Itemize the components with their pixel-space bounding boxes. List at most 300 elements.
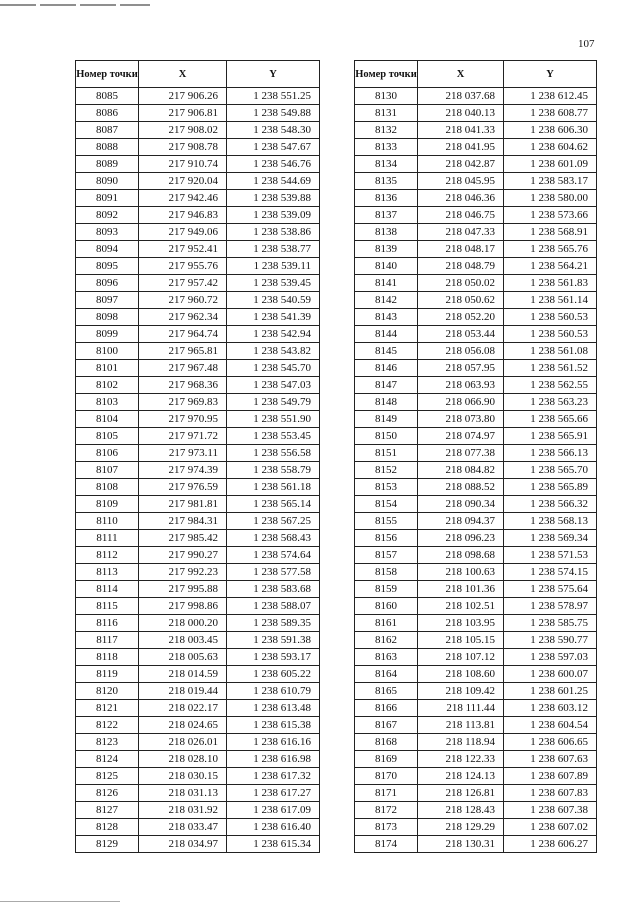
x-coordinate-cell: 217 957.42 — [139, 275, 227, 292]
point-number-cell: 8087 — [76, 122, 139, 139]
table-row — [76, 785, 320, 802]
x-coordinate-cell: 218 024.65 — [139, 717, 227, 734]
point-number-cell: 8142 — [355, 292, 418, 309]
x-coordinate-cell: 218 047.33 — [418, 224, 504, 241]
y-coordinate-cell: 1 238 574.64 — [227, 547, 320, 564]
point-number-cell: 8171 — [355, 785, 418, 802]
table-row — [76, 666, 320, 683]
table-row — [76, 462, 320, 479]
table-row — [355, 649, 597, 666]
point-number-cell: 8138 — [355, 224, 418, 241]
table-row — [355, 819, 597, 836]
point-number-cell: 8086 — [76, 105, 139, 122]
y-coordinate-cell: 1 238 617.27 — [227, 785, 320, 802]
table-body-right — [355, 88, 597, 853]
y-coordinate-cell: 1 238 561.14 — [504, 292, 597, 309]
x-coordinate-cell: 218 019.44 — [139, 683, 227, 700]
x-coordinate-cell: 218 056.08 — [418, 343, 504, 360]
table-row — [355, 700, 597, 717]
y-coordinate-cell: 1 238 543.82 — [227, 343, 320, 360]
x-coordinate-cell: 218 005.63 — [139, 649, 227, 666]
table-row — [355, 394, 597, 411]
y-coordinate-cell: 1 238 560.53 — [504, 309, 597, 326]
y-coordinate-cell: 1 238 597.03 — [504, 649, 597, 666]
x-coordinate-cell: 218 041.95 — [418, 139, 504, 156]
x-coordinate-cell: 217 984.31 — [139, 513, 227, 530]
y-coordinate-cell: 1 238 617.32 — [227, 768, 320, 785]
header-point-number: Номер точки — [76, 61, 139, 88]
y-coordinate-cell: 1 238 564.21 — [504, 258, 597, 275]
y-coordinate-cell: 1 238 566.13 — [504, 445, 597, 462]
table-row — [76, 275, 320, 292]
point-number-cell: 8158 — [355, 564, 418, 581]
table-row — [76, 547, 320, 564]
y-coordinate-cell: 1 238 589.35 — [227, 615, 320, 632]
table-row — [76, 768, 320, 785]
point-number-cell: 8139 — [355, 241, 418, 258]
point-number-cell: 8155 — [355, 513, 418, 530]
point-number-cell: 8174 — [355, 836, 418, 853]
x-coordinate-cell: 217 970.95 — [139, 411, 227, 428]
x-coordinate-cell: 218 050.02 — [418, 275, 504, 292]
point-number-cell: 8106 — [76, 445, 139, 462]
point-number-cell: 8144 — [355, 326, 418, 343]
point-number-cell: 8099 — [76, 326, 139, 343]
y-coordinate-cell: 1 238 568.91 — [504, 224, 597, 241]
y-coordinate-cell: 1 238 593.17 — [227, 649, 320, 666]
table-row — [355, 275, 597, 292]
x-coordinate-cell: 217 969.83 — [139, 394, 227, 411]
y-coordinate-cell: 1 238 607.02 — [504, 819, 597, 836]
scan-bottom-rule — [0, 901, 120, 902]
point-number-cell: 8143 — [355, 309, 418, 326]
point-number-cell: 8164 — [355, 666, 418, 683]
point-number-cell: 8153 — [355, 479, 418, 496]
x-coordinate-cell: 218 096.23 — [418, 530, 504, 547]
y-coordinate-cell: 1 238 616.98 — [227, 751, 320, 768]
point-number-cell: 8113 — [76, 564, 139, 581]
y-coordinate-cell: 1 238 616.40 — [227, 819, 320, 836]
table-row — [76, 241, 320, 258]
point-number-cell: 8145 — [355, 343, 418, 360]
point-number-cell: 8160 — [355, 598, 418, 615]
x-coordinate-cell: 218 046.75 — [418, 207, 504, 224]
table-row — [355, 785, 597, 802]
x-coordinate-cell: 218 098.68 — [418, 547, 504, 564]
table-row — [76, 530, 320, 547]
table-row — [76, 428, 320, 445]
point-number-cell: 8146 — [355, 360, 418, 377]
table-row — [355, 377, 597, 394]
table-row — [355, 411, 597, 428]
table-row — [76, 734, 320, 751]
y-coordinate-cell: 1 238 565.70 — [504, 462, 597, 479]
table-row — [76, 683, 320, 700]
y-coordinate-cell: 1 238 575.64 — [504, 581, 597, 598]
point-number-cell: 8137 — [355, 207, 418, 224]
table-row — [355, 241, 597, 258]
table-row — [355, 615, 597, 632]
table-row — [355, 258, 597, 275]
y-coordinate-cell: 1 238 603.12 — [504, 700, 597, 717]
point-number-cell: 8128 — [76, 819, 139, 836]
x-coordinate-cell: 218 100.63 — [418, 564, 504, 581]
point-number-cell: 8127 — [76, 802, 139, 819]
table-row — [355, 326, 597, 343]
x-coordinate-cell: 217 992.23 — [139, 564, 227, 581]
table-row — [76, 292, 320, 309]
x-coordinate-cell: 218 109.42 — [418, 683, 504, 700]
y-coordinate-cell: 1 238 616.16 — [227, 734, 320, 751]
y-coordinate-cell: 1 238 607.63 — [504, 751, 597, 768]
x-coordinate-cell: 218 052.20 — [418, 309, 504, 326]
y-coordinate-cell: 1 238 566.32 — [504, 496, 597, 513]
x-coordinate-cell: 218 042.87 — [418, 156, 504, 173]
table-body-left — [76, 88, 320, 853]
point-number-cell: 8169 — [355, 751, 418, 768]
point-number-cell: 8120 — [76, 683, 139, 700]
x-coordinate-cell: 217 952.41 — [139, 241, 227, 258]
point-number-cell: 8159 — [355, 581, 418, 598]
y-coordinate-cell: 1 238 561.18 — [227, 479, 320, 496]
table-row — [355, 547, 597, 564]
y-coordinate-cell: 1 238 605.22 — [227, 666, 320, 683]
point-number-cell: 8122 — [76, 717, 139, 734]
y-coordinate-cell: 1 238 539.45 — [227, 275, 320, 292]
table-row — [76, 258, 320, 275]
x-coordinate-cell: 217 981.81 — [139, 496, 227, 513]
x-coordinate-cell: 217 967.48 — [139, 360, 227, 377]
table-row — [355, 207, 597, 224]
y-coordinate-cell: 1 238 612.45 — [504, 88, 597, 105]
table-row — [355, 564, 597, 581]
coordinates-table-left — [75, 60, 320, 853]
y-coordinate-cell: 1 238 546.76 — [227, 156, 320, 173]
y-coordinate-cell: 1 238 561.52 — [504, 360, 597, 377]
point-number-cell: 8097 — [76, 292, 139, 309]
table-row — [355, 479, 597, 496]
table-row — [355, 768, 597, 785]
point-number-cell: 8156 — [355, 530, 418, 547]
table-row — [76, 105, 320, 122]
y-coordinate-cell: 1 238 561.83 — [504, 275, 597, 292]
table-row — [355, 428, 597, 445]
x-coordinate-cell: 217 990.27 — [139, 547, 227, 564]
table-row — [355, 343, 597, 360]
y-coordinate-cell: 1 238 544.69 — [227, 173, 320, 190]
y-coordinate-cell: 1 238 562.55 — [504, 377, 597, 394]
y-coordinate-cell: 1 238 565.14 — [227, 496, 320, 513]
table-row — [76, 156, 320, 173]
x-coordinate-cell: 218 063.93 — [418, 377, 504, 394]
y-coordinate-cell: 1 238 585.75 — [504, 615, 597, 632]
point-number-cell: 8091 — [76, 190, 139, 207]
point-number-cell: 8096 — [76, 275, 139, 292]
header-y: Y — [504, 61, 597, 88]
y-coordinate-cell: 1 238 568.43 — [227, 530, 320, 547]
point-number-cell: 8112 — [76, 547, 139, 564]
point-number-cell: 8085 — [76, 88, 139, 105]
x-coordinate-cell: 218 113.81 — [418, 717, 504, 734]
x-coordinate-cell: 218 090.34 — [418, 496, 504, 513]
table-row — [355, 598, 597, 615]
table-row — [76, 751, 320, 768]
x-coordinate-cell: 217 908.78 — [139, 139, 227, 156]
point-number-cell: 8090 — [76, 173, 139, 190]
table-row — [355, 666, 597, 683]
point-number-cell: 8119 — [76, 666, 139, 683]
y-coordinate-cell: 1 238 580.00 — [504, 190, 597, 207]
table-row — [355, 717, 597, 734]
x-coordinate-cell: 218 101.36 — [418, 581, 504, 598]
y-coordinate-cell: 1 238 569.34 — [504, 530, 597, 547]
point-number-cell: 8150 — [355, 428, 418, 445]
table-row — [76, 836, 320, 853]
table-row — [76, 173, 320, 190]
y-coordinate-cell: 1 238 567.25 — [227, 513, 320, 530]
y-coordinate-cell: 1 238 565.76 — [504, 241, 597, 258]
x-coordinate-cell: 218 066.90 — [418, 394, 504, 411]
x-coordinate-cell: 218 105.15 — [418, 632, 504, 649]
point-number-cell: 8088 — [76, 139, 139, 156]
table-row — [76, 615, 320, 632]
table-row — [355, 122, 597, 139]
y-coordinate-cell: 1 238 601.25 — [504, 683, 597, 700]
x-coordinate-cell: 217 962.34 — [139, 309, 227, 326]
table-row — [355, 224, 597, 241]
x-coordinate-cell: 217 998.86 — [139, 598, 227, 615]
point-number-cell: 8157 — [355, 547, 418, 564]
table-row — [355, 190, 597, 207]
y-coordinate-cell: 1 238 610.79 — [227, 683, 320, 700]
x-coordinate-cell: 218 122.33 — [418, 751, 504, 768]
point-number-cell: 8121 — [76, 700, 139, 717]
x-coordinate-cell: 217 949.06 — [139, 224, 227, 241]
point-number-cell: 8118 — [76, 649, 139, 666]
point-number-cell: 8131 — [355, 105, 418, 122]
x-coordinate-cell: 218 028.10 — [139, 751, 227, 768]
table-row — [76, 819, 320, 836]
point-number-cell: 8104 — [76, 411, 139, 428]
y-coordinate-cell: 1 238 607.38 — [504, 802, 597, 819]
point-number-cell: 8124 — [76, 751, 139, 768]
point-number-cell: 8172 — [355, 802, 418, 819]
x-coordinate-cell: 218 000.20 — [139, 615, 227, 632]
point-number-cell: 8109 — [76, 496, 139, 513]
x-coordinate-cell: 218 031.13 — [139, 785, 227, 802]
table-row — [76, 598, 320, 615]
y-coordinate-cell: 1 238 548.30 — [227, 122, 320, 139]
y-coordinate-cell: 1 238 538.86 — [227, 224, 320, 241]
table-row — [76, 445, 320, 462]
y-coordinate-cell: 1 238 553.45 — [227, 428, 320, 445]
scan-top-rule — [0, 4, 150, 6]
x-coordinate-cell: 217 973.11 — [139, 445, 227, 462]
header-y: Y — [227, 61, 320, 88]
y-coordinate-cell: 1 238 541.39 — [227, 309, 320, 326]
table-row — [76, 377, 320, 394]
y-coordinate-cell: 1 238 565.89 — [504, 479, 597, 496]
x-coordinate-cell: 218 033.47 — [139, 819, 227, 836]
table-row — [355, 173, 597, 190]
table-row — [76, 394, 320, 411]
x-coordinate-cell: 218 045.95 — [418, 173, 504, 190]
point-number-cell: 8111 — [76, 530, 139, 547]
x-coordinate-cell: 218 003.45 — [139, 632, 227, 649]
y-coordinate-cell: 1 238 571.53 — [504, 547, 597, 564]
point-number-cell: 8170 — [355, 768, 418, 785]
x-coordinate-cell: 218 103.95 — [418, 615, 504, 632]
point-number-cell: 8162 — [355, 632, 418, 649]
y-coordinate-cell: 1 238 538.77 — [227, 241, 320, 258]
x-coordinate-cell: 218 050.62 — [418, 292, 504, 309]
x-coordinate-cell: 218 126.81 — [418, 785, 504, 802]
table-row — [76, 717, 320, 734]
y-coordinate-cell: 1 238 604.62 — [504, 139, 597, 156]
point-number-cell: 8166 — [355, 700, 418, 717]
header-x: X — [418, 61, 504, 88]
x-coordinate-cell: 217 965.81 — [139, 343, 227, 360]
y-coordinate-cell: 1 238 558.79 — [227, 462, 320, 479]
y-coordinate-cell: 1 238 583.17 — [504, 173, 597, 190]
page-number: 107 — [578, 38, 595, 50]
table-row — [76, 802, 320, 819]
y-coordinate-cell: 1 238 615.34 — [227, 836, 320, 853]
y-coordinate-cell: 1 238 574.15 — [504, 564, 597, 581]
point-number-cell: 8095 — [76, 258, 139, 275]
x-coordinate-cell: 218 107.12 — [418, 649, 504, 666]
y-coordinate-cell: 1 238 573.66 — [504, 207, 597, 224]
x-coordinate-cell: 218 048.79 — [418, 258, 504, 275]
y-coordinate-cell: 1 238 606.27 — [504, 836, 597, 853]
x-coordinate-cell: 218 088.52 — [418, 479, 504, 496]
x-coordinate-cell: 217 976.59 — [139, 479, 227, 496]
y-coordinate-cell: 1 238 607.89 — [504, 768, 597, 785]
y-coordinate-cell: 1 238 547.67 — [227, 139, 320, 156]
point-number-cell: 8125 — [76, 768, 139, 785]
y-coordinate-cell: 1 238 601.09 — [504, 156, 597, 173]
x-coordinate-cell: 218 057.95 — [418, 360, 504, 377]
table-row — [76, 309, 320, 326]
table-row — [76, 479, 320, 496]
x-coordinate-cell: 217 995.88 — [139, 581, 227, 598]
point-number-cell: 8151 — [355, 445, 418, 462]
table-row — [355, 496, 597, 513]
table-row — [355, 445, 597, 462]
table-row — [76, 326, 320, 343]
table-row — [355, 105, 597, 122]
x-coordinate-cell: 217 960.72 — [139, 292, 227, 309]
point-number-cell: 8102 — [76, 377, 139, 394]
point-number-cell: 8154 — [355, 496, 418, 513]
point-number-cell: 8092 — [76, 207, 139, 224]
point-number-cell: 8134 — [355, 156, 418, 173]
y-coordinate-cell: 1 238 542.94 — [227, 326, 320, 343]
point-number-cell: 8110 — [76, 513, 139, 530]
point-number-cell: 8135 — [355, 173, 418, 190]
point-number-cell: 8114 — [76, 581, 139, 598]
x-coordinate-cell: 217 985.42 — [139, 530, 227, 547]
table-row — [355, 360, 597, 377]
x-coordinate-cell: 218 077.38 — [418, 445, 504, 462]
x-coordinate-cell: 218 040.13 — [418, 105, 504, 122]
x-coordinate-cell: 217 955.76 — [139, 258, 227, 275]
x-coordinate-cell: 218 108.60 — [418, 666, 504, 683]
x-coordinate-cell: 217 964.74 — [139, 326, 227, 343]
point-number-cell: 8173 — [355, 819, 418, 836]
x-coordinate-cell: 217 974.39 — [139, 462, 227, 479]
x-coordinate-cell: 218 031.92 — [139, 802, 227, 819]
point-number-cell: 8107 — [76, 462, 139, 479]
x-coordinate-cell: 217 910.74 — [139, 156, 227, 173]
table-row — [355, 802, 597, 819]
x-coordinate-cell: 218 026.01 — [139, 734, 227, 751]
x-coordinate-cell: 218 102.51 — [418, 598, 504, 615]
table-row — [76, 632, 320, 649]
point-number-cell: 8123 — [76, 734, 139, 751]
y-coordinate-cell: 1 238 591.38 — [227, 632, 320, 649]
point-number-cell: 8147 — [355, 377, 418, 394]
point-number-cell: 8105 — [76, 428, 139, 445]
x-coordinate-cell: 217 906.26 — [139, 88, 227, 105]
y-coordinate-cell: 1 238 549.88 — [227, 105, 320, 122]
table-row — [76, 360, 320, 377]
point-number-cell: 8094 — [76, 241, 139, 258]
y-coordinate-cell: 1 238 606.65 — [504, 734, 597, 751]
x-coordinate-cell: 218 130.31 — [418, 836, 504, 853]
table-row — [76, 581, 320, 598]
table-row — [76, 649, 320, 666]
table-row — [76, 190, 320, 207]
x-coordinate-cell: 218 128.43 — [418, 802, 504, 819]
point-number-cell: 8141 — [355, 275, 418, 292]
x-coordinate-cell: 217 908.02 — [139, 122, 227, 139]
y-coordinate-cell: 1 238 539.88 — [227, 190, 320, 207]
y-coordinate-cell: 1 238 549.79 — [227, 394, 320, 411]
table-row — [76, 122, 320, 139]
table-row — [355, 88, 597, 105]
table-row — [76, 224, 320, 241]
y-coordinate-cell: 1 238 604.54 — [504, 717, 597, 734]
x-coordinate-cell: 217 946.83 — [139, 207, 227, 224]
y-coordinate-cell: 1 238 578.97 — [504, 598, 597, 615]
x-coordinate-cell: 218 124.13 — [418, 768, 504, 785]
x-coordinate-cell: 217 906.81 — [139, 105, 227, 122]
y-coordinate-cell: 1 238 608.77 — [504, 105, 597, 122]
table-row — [76, 207, 320, 224]
point-number-cell: 8167 — [355, 717, 418, 734]
y-coordinate-cell: 1 238 561.08 — [504, 343, 597, 360]
point-number-cell: 8130 — [355, 88, 418, 105]
y-coordinate-cell: 1 238 577.58 — [227, 564, 320, 581]
y-coordinate-cell: 1 238 617.09 — [227, 802, 320, 819]
x-coordinate-cell: 218 041.33 — [418, 122, 504, 139]
x-coordinate-cell: 218 046.36 — [418, 190, 504, 207]
point-number-cell: 8136 — [355, 190, 418, 207]
y-coordinate-cell: 1 238 588.07 — [227, 598, 320, 615]
table-row — [76, 513, 320, 530]
y-coordinate-cell: 1 238 583.68 — [227, 581, 320, 598]
x-coordinate-cell: 217 920.04 — [139, 173, 227, 190]
point-number-cell: 8163 — [355, 649, 418, 666]
y-coordinate-cell: 1 238 607.83 — [504, 785, 597, 802]
point-number-cell: 8129 — [76, 836, 139, 853]
table-row — [76, 496, 320, 513]
x-coordinate-cell: 218 084.82 — [418, 462, 504, 479]
y-coordinate-cell: 1 238 540.59 — [227, 292, 320, 309]
table-row — [76, 564, 320, 581]
y-coordinate-cell: 1 238 545.70 — [227, 360, 320, 377]
